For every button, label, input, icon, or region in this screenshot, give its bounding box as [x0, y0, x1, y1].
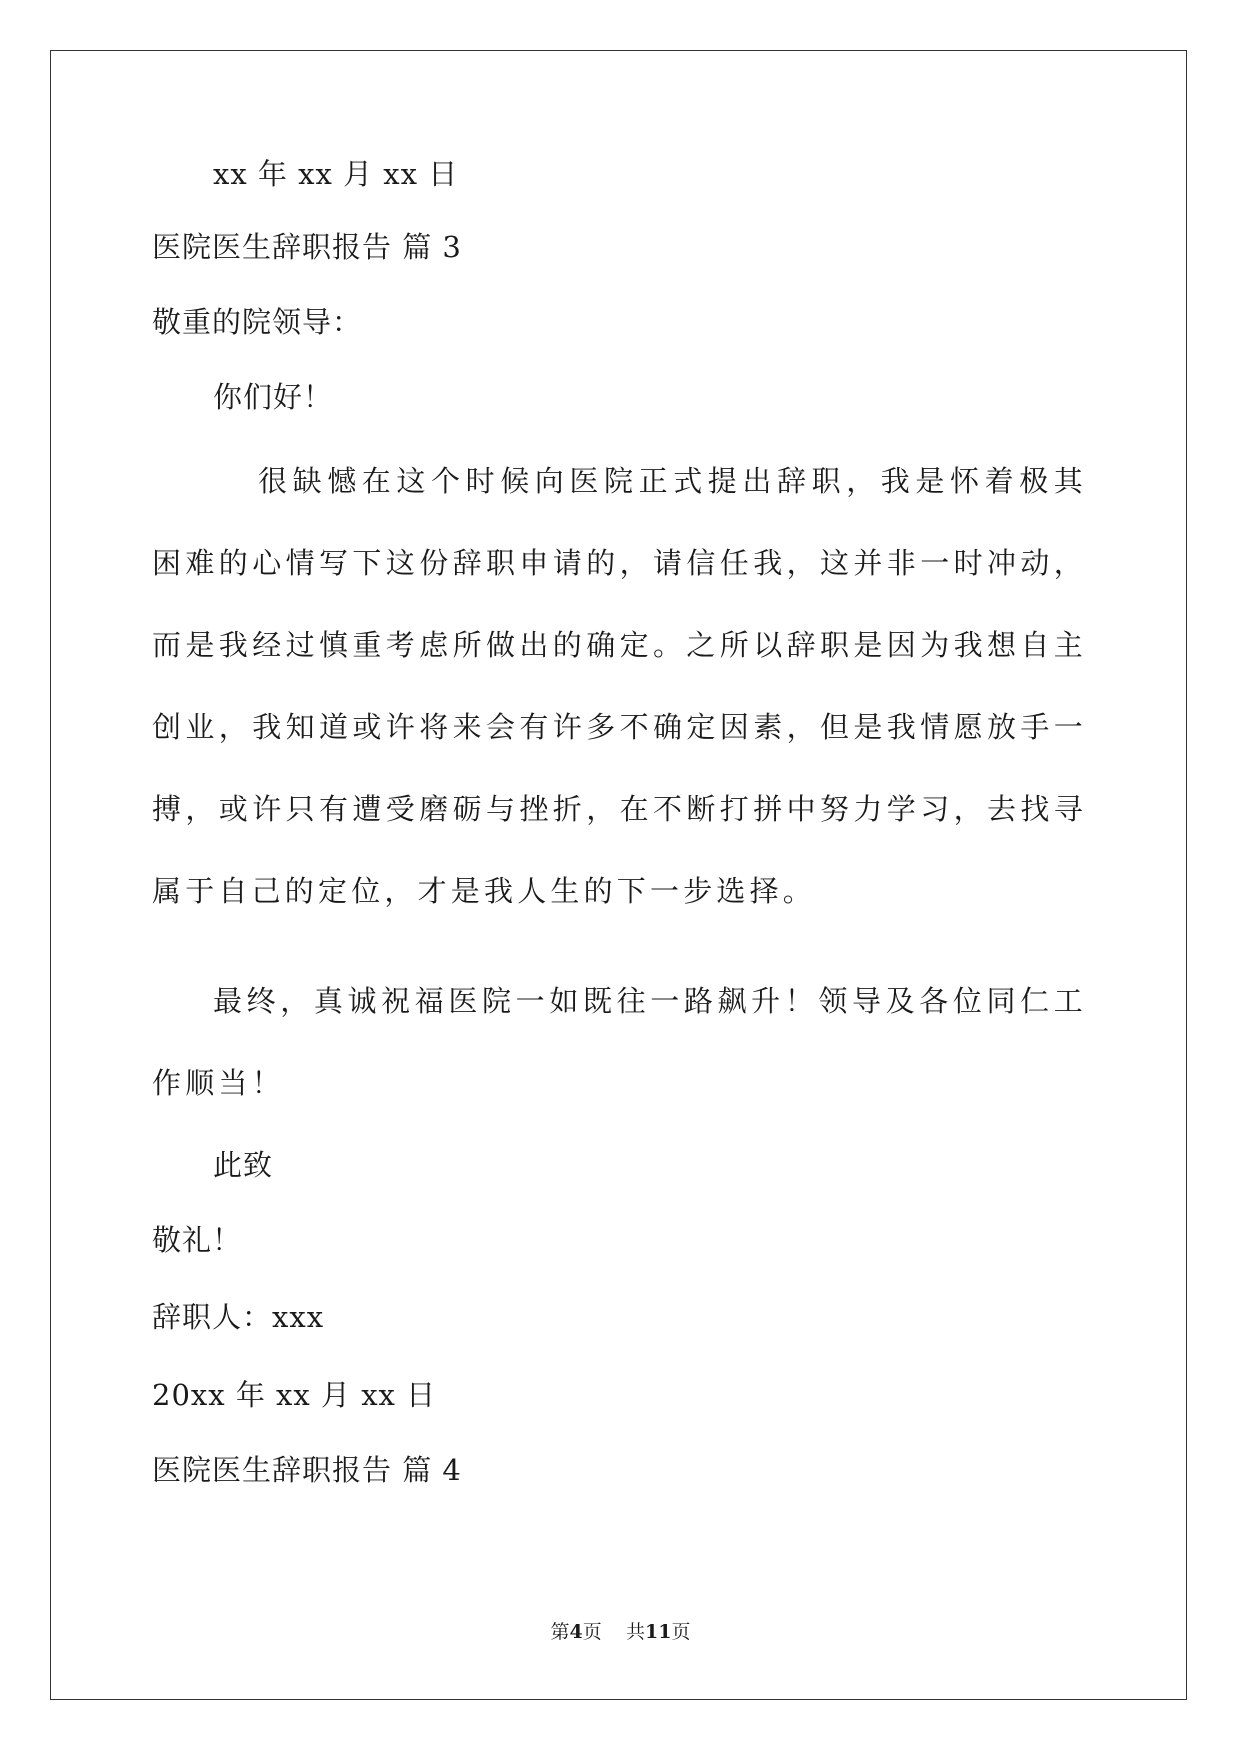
body-paragraph-2: 最终，真诚祝福医院一如既往一路飙升！领导及各位同仁工作顺当！	[152, 984, 1087, 1100]
date-bottom: 20xx 年 xx 月 xx 日	[152, 1378, 437, 1412]
footer-total-label: 页	[671, 1621, 691, 1643]
footer-total-pages: 11	[644, 1621, 672, 1643]
footer-total-prefix: 共	[625, 1621, 645, 1643]
heading-section-3: 医院医生辞职报告 篇 3	[152, 230, 462, 264]
greeting: 你们好！	[213, 380, 334, 414]
date-top: xx 年 xx 月 xx 日	[213, 157, 459, 191]
footer-prefix: 第	[550, 1621, 570, 1643]
closing-salute: 敬礼！	[152, 1223, 243, 1257]
signature: 辞职人：xxx	[152, 1300, 325, 1334]
salutation: 敬重的院领导：	[152, 305, 363, 339]
footer-page-label: 页	[582, 1621, 602, 1643]
heading-section-4: 医院医生辞职报告 篇 4	[152, 1453, 462, 1487]
footer-page-number: 4	[569, 1621, 583, 1643]
body-paragraph-1: 很缺憾在这个时候向医院正式提出辞职，我是怀着极其困难的心情写下这份辞职申请的，请信任我，这并非一时冲动，而是我经过慎重考虑所做出的确定。之所以辞职是因为我想自主创业，我知道或许将来会有许多不确定因素，但是我情愿放手一搏，或许只有遭受磨砺与挫折，在不断打拼中努力学习，去找寻属于自己的定位，才是我人生的下一步选择。	[152, 464, 1087, 908]
page-footer	[0, 1620, 1241, 1644]
closing-regards: 此致	[213, 1148, 274, 1182]
